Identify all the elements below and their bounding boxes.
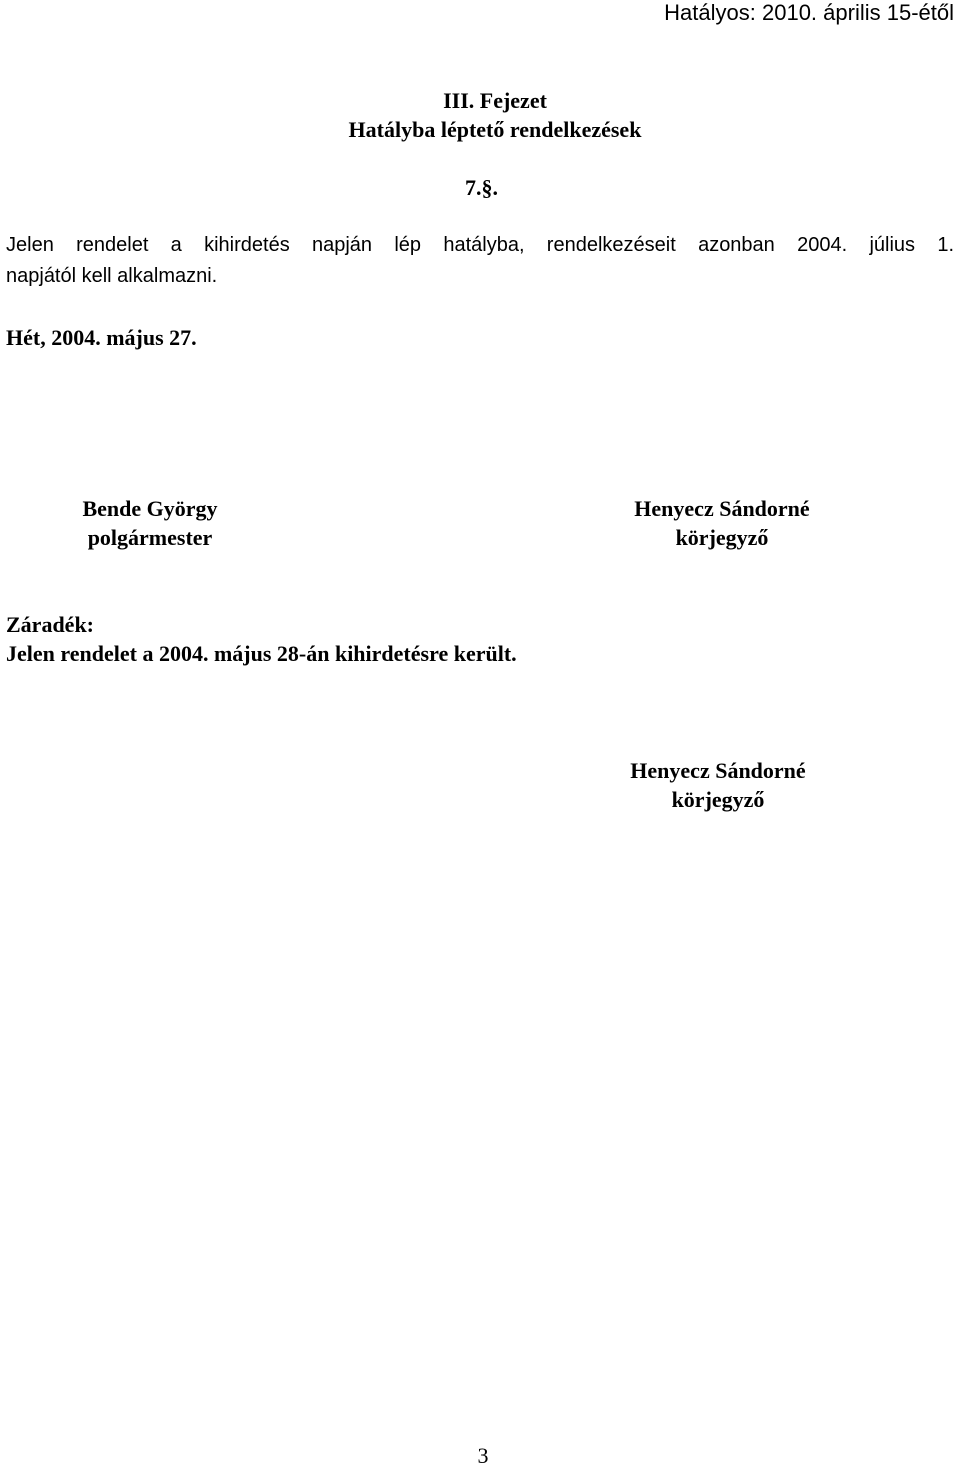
- page-number: 3: [477, 1443, 489, 1468]
- chapter-title: Hatályba léptető rendelkezések: [348, 117, 642, 142]
- section-body-line-2: napjától kell alkalmazni.: [6, 265, 218, 287]
- section-body: [6, 230, 954, 292]
- section-body-line-1: Jelen rendelet a kihirdetés napján lép hatályba, rendelkezéseit azonban 2004. július 1.: [6, 234, 954, 256]
- chapter-number: III. Fejezet: [443, 88, 547, 113]
- clause-block: [6, 610, 517, 668]
- place-and-date: Hét, 2004. május 27.: [6, 325, 197, 350]
- clause-label: Záradék:: [6, 612, 94, 637]
- signatory-name: Henyecz Sándorné: [634, 496, 810, 521]
- signatory-role: polgármester: [87, 525, 213, 550]
- clause-text: Jelen rendelet a 2004. május 28-án kihirdetésre került.: [6, 641, 517, 666]
- section-number: 7.§.: [465, 175, 498, 200]
- signatory-role: körjegyző: [671, 787, 765, 812]
- signature-mayor: [50, 494, 250, 552]
- effective-date-note: Hatályos: 2010. április 15-étől: [664, 0, 954, 25]
- signature-notary: [600, 494, 844, 552]
- signatory-role: körjegyző: [675, 525, 769, 550]
- chapter-heading: [0, 86, 960, 144]
- clause-signature: [596, 756, 840, 814]
- signatory-name: Henyecz Sándorné: [630, 758, 806, 783]
- signatory-name: Bende György: [82, 496, 218, 521]
